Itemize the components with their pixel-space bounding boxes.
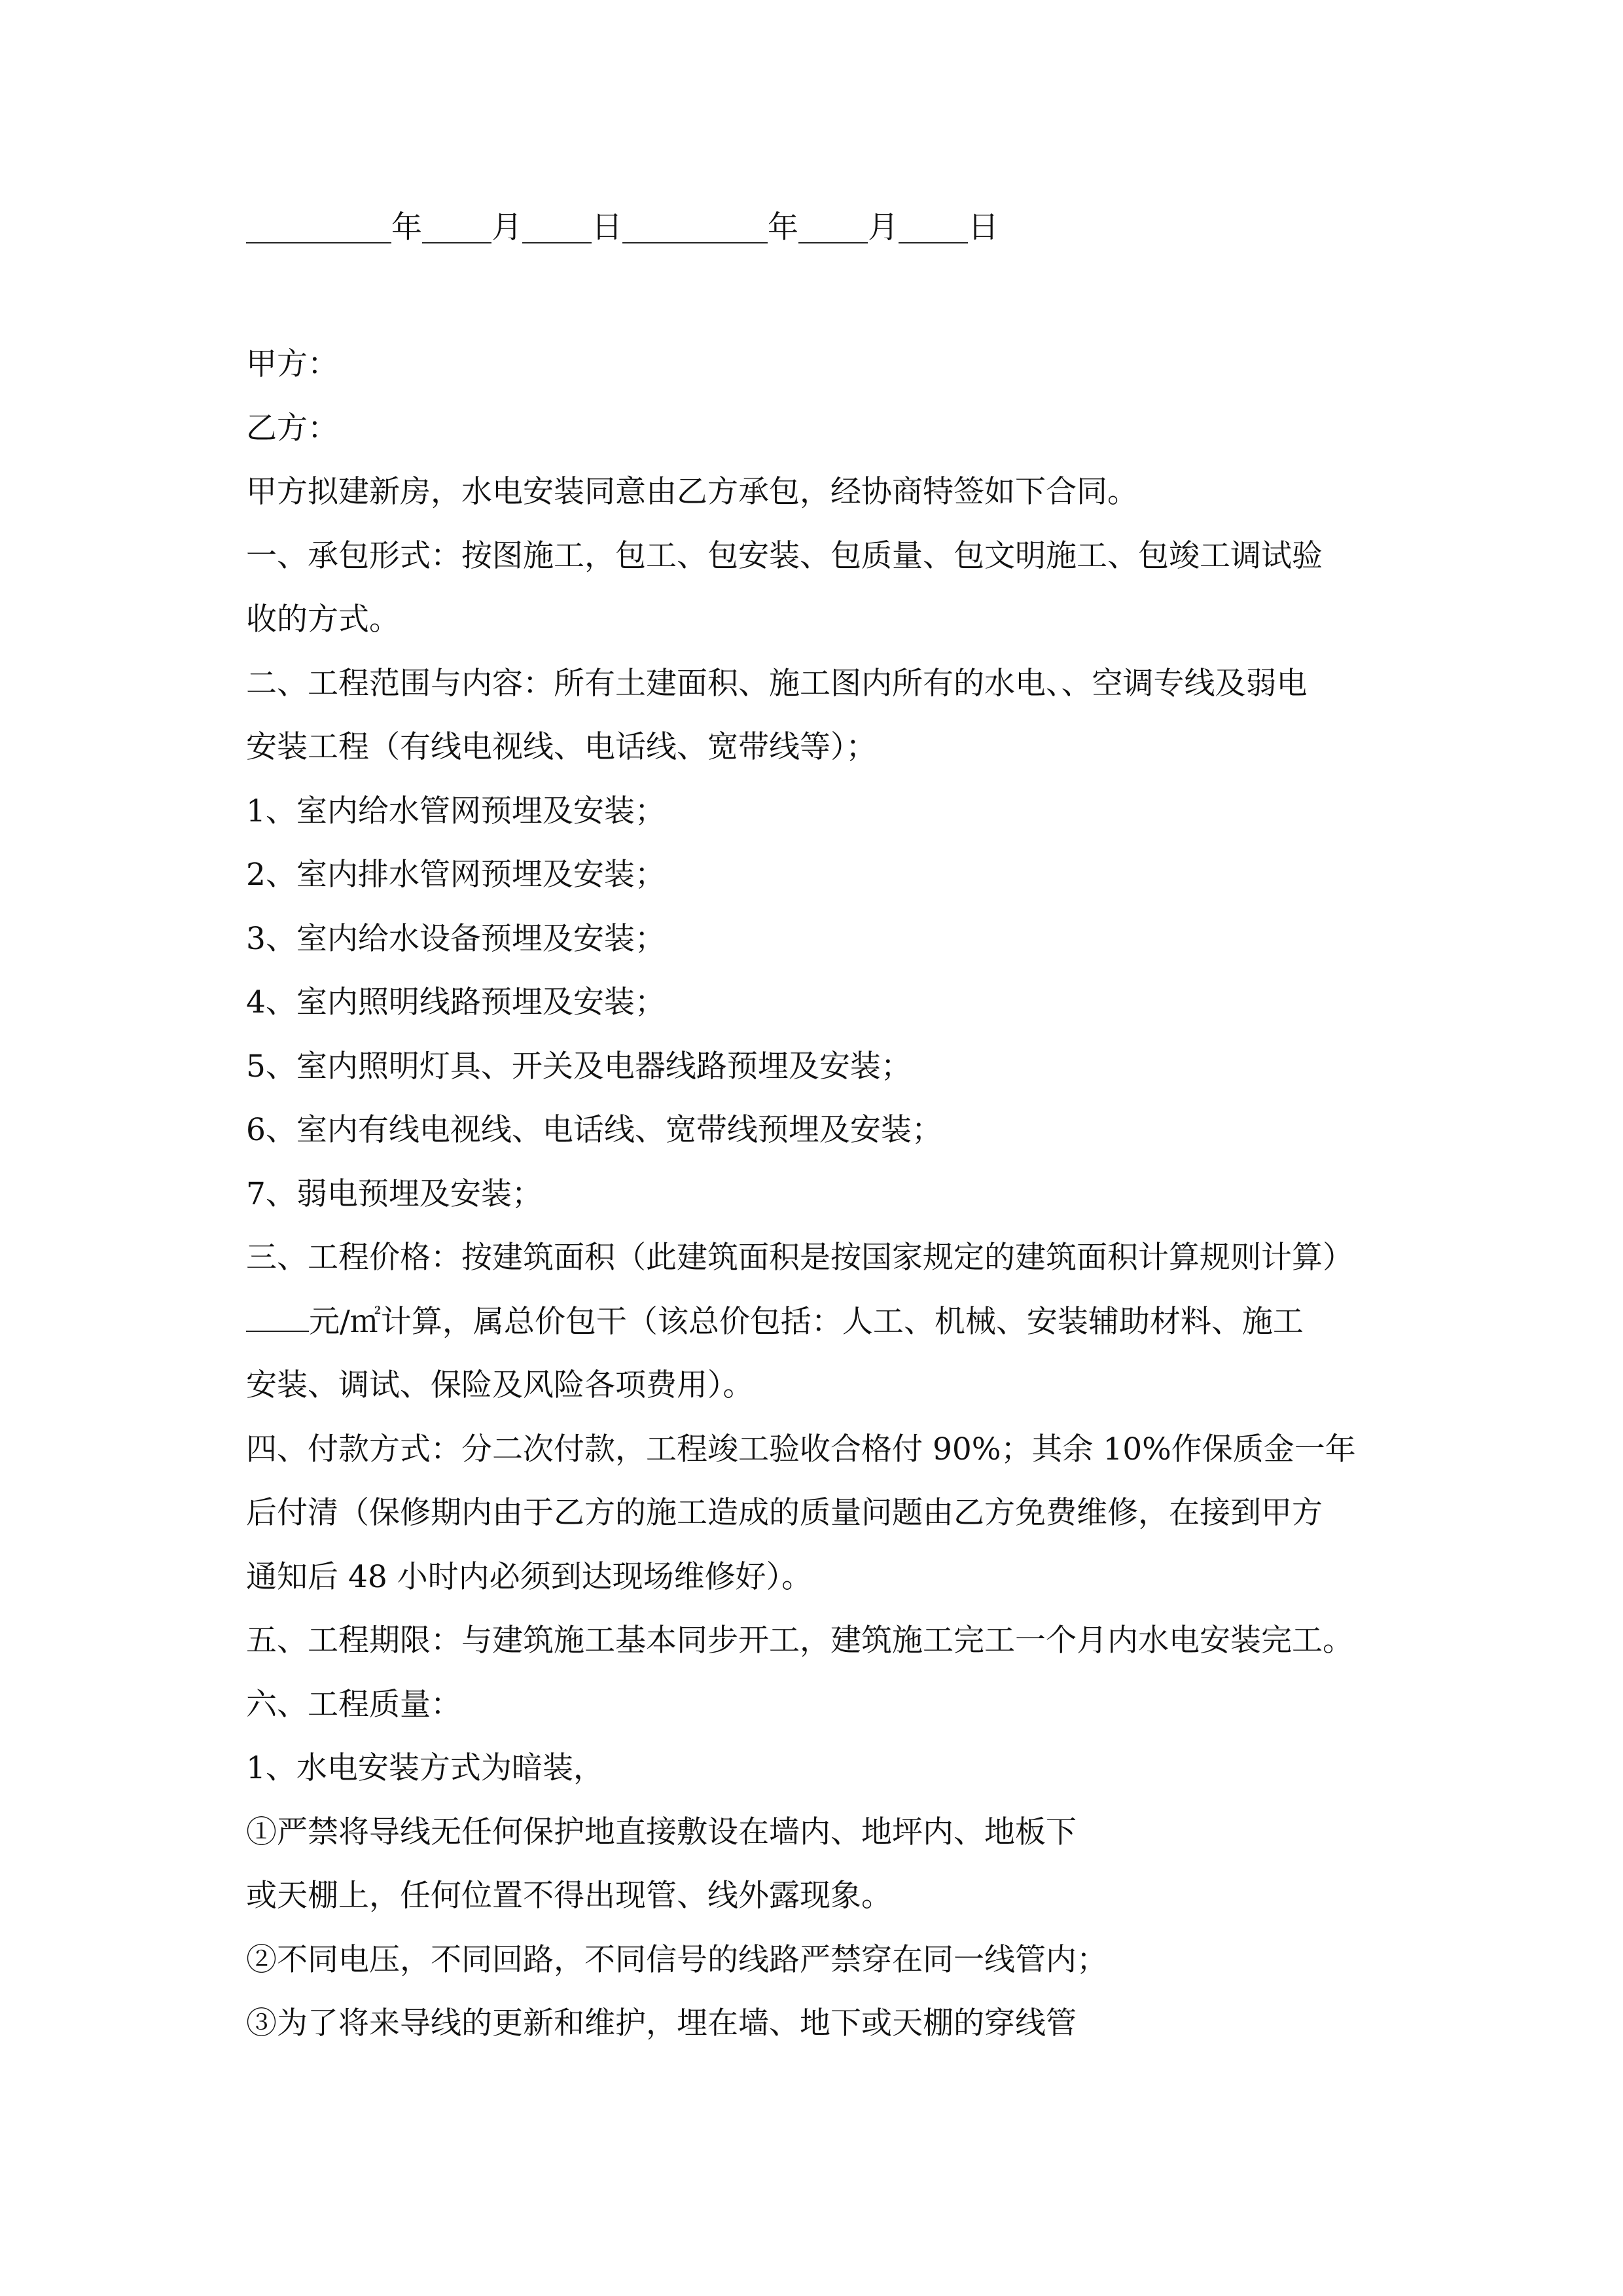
month-label-2: 月 bbox=[868, 209, 899, 245]
month-blank-2 bbox=[798, 212, 868, 243]
contract-body bbox=[246, 332, 1385, 2056]
clause-2-line-2: 安装工程（有线电视线、电话线、宽带线等）； bbox=[246, 729, 877, 765]
scope-item-7: 7、弱电预埋及安装； bbox=[246, 1175, 543, 1212]
clause-3-line-1: 三、工程价格：按建筑面积（此建筑面积是按国家规定的建筑面积计算规则计算） bbox=[246, 1240, 1353, 1276]
clause-4-line-2: 后付清（保修期内由于乙方的施工造成的质量问题由乙方免费维修，在接到甲方 bbox=[246, 1495, 1323, 1531]
month-label-1: 月 bbox=[491, 209, 522, 245]
clause-3-line-2-text: 元/㎡计算，属总价包干（该总价包括：人工、机械、安装辅助材料、施工 bbox=[309, 1303, 1304, 1340]
day-label-1: 日 bbox=[592, 209, 622, 245]
quality-sub-1-line-2: 或天棚上，任何位置不得出现管、线外露现象。 bbox=[246, 1878, 892, 1914]
year-label-1: 年 bbox=[391, 209, 422, 245]
clause-1-line-2: 收的方式。 bbox=[246, 601, 400, 637]
party-b-line: 乙方： bbox=[246, 410, 338, 446]
clause-1-line-1: 一、承包形式：按图施工，包工、包安装、包质量、包文明施工、包竣工调试验 bbox=[246, 537, 1323, 574]
clause-4-line-3: 通知后 48 小时内必须到达现场维修好）。 bbox=[246, 1558, 813, 1595]
quality-sub-2: ②不同电压，不同回路，不同信号的线路严禁穿在同一线管内； bbox=[246, 1941, 1107, 1978]
clause-3-line-3: 安装、调试、保险及风险各项费用）。 bbox=[246, 1367, 754, 1403]
price-blank bbox=[246, 1302, 309, 1332]
scope-item-1: 1、室内给水管网预埋及安装； bbox=[246, 793, 666, 829]
month-blank-1 bbox=[422, 212, 491, 243]
intro-line: 甲方拟建新房，水电安装同意由乙方承包，经协商特签如下合同。 bbox=[246, 474, 1138, 510]
clause-2-line-1: 二、工程范围与内容：所有土建面积、施工图内所有的水电、、空调专线及弱电 bbox=[246, 665, 1308, 702]
clause-5-line: 五、工程期限：与建筑施工基本同步开工，建筑施工完工一个月内水电安装完工。 bbox=[246, 1623, 1353, 1659]
scope-item-5: 5、室内照明灯具、开关及电器线路预埋及安装； bbox=[246, 1048, 912, 1085]
scope-item-4: 4、室内照明线路预埋及安装； bbox=[246, 984, 666, 1020]
day-blank-2 bbox=[899, 212, 968, 243]
clause-4-line-1: 四、付款方式：分二次付款，工程竣工验收合格付 90%；其余 10%作保质金一年 bbox=[246, 1431, 1356, 1467]
year-blank-1 bbox=[246, 212, 391, 243]
quality-item-1: 1、水电安装方式为暗装， bbox=[246, 1750, 604, 1786]
scope-item-6: 6、室内有线电视线、电话线、宽带线预埋及安装； bbox=[246, 1112, 942, 1148]
scope-item-2: 2、室内排水管网预埋及安装； bbox=[246, 857, 666, 893]
quality-sub-1-line-1: ①严禁将导线无任何保护地直接敷设在墙内、地坪内、地板下 bbox=[246, 1814, 1077, 1850]
day-label-2: 日 bbox=[968, 209, 999, 245]
party-a-line: 甲方： bbox=[246, 346, 338, 382]
year-label-2: 年 bbox=[768, 209, 798, 245]
year-blank-2 bbox=[622, 212, 768, 243]
quality-sub-3: ③为了将来导线的更新和维护，埋在墙、地下或天棚的穿线管 bbox=[246, 2005, 1077, 2041]
day-blank-1 bbox=[522, 212, 592, 243]
clause-3-line-2 bbox=[246, 1290, 1385, 1354]
date-line bbox=[246, 208, 999, 247]
clause-6-heading: 六、工程质量： bbox=[246, 1686, 461, 1723]
scope-item-3: 3、室内给水设备预埋及安装； bbox=[246, 920, 666, 957]
